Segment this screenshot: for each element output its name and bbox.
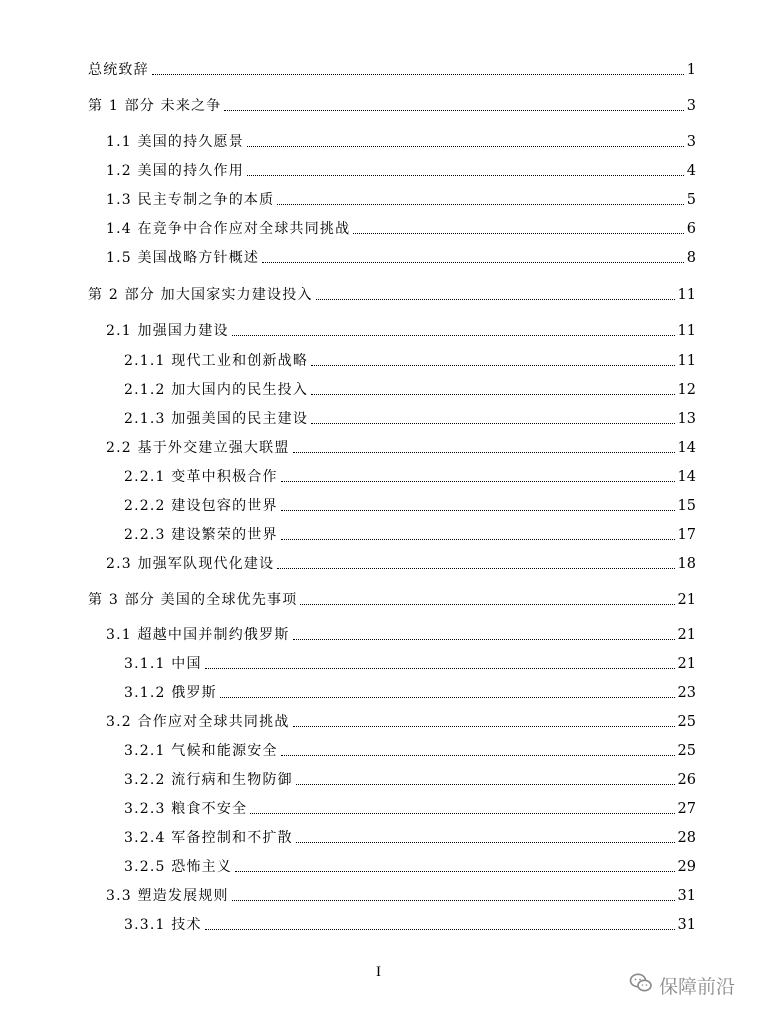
watermark-text: 保障前沿 — [658, 976, 735, 998]
toc-entry-page: 18 — [677, 556, 696, 572]
toc-dot-leader — [311, 365, 674, 366]
toc-dot-leader — [353, 233, 683, 234]
toc-entry-title: 2.2 基于外交建立强大联盟 — [106, 440, 290, 456]
toc-entry[interactable] — [0, 853, 696, 877]
toc-entry-page: 25 — [677, 743, 696, 759]
toc-entry[interactable] — [0, 492, 696, 516]
toc-entry-page: 3 — [686, 134, 696, 150]
toc-dot-leader — [296, 784, 675, 785]
toc-dot-leader — [281, 539, 675, 540]
toc-dot-leader — [296, 842, 675, 843]
toc-entry-title: 3.2.3 粮食不安全 — [124, 801, 248, 817]
toc-entry-title: 总统致辞 — [88, 62, 149, 78]
toc-entry-title: 2.1.1 现代工业和创新战略 — [124, 353, 309, 369]
toc-dot-leader — [205, 668, 675, 669]
toc-entry[interactable] — [0, 911, 696, 935]
toc-entry-title: 2.1.2 加大国内的民生投入 — [124, 382, 309, 398]
toc-entry-page: 27 — [677, 801, 696, 817]
toc-dot-leader — [277, 204, 683, 205]
toc-entry-page: 21 — [677, 627, 696, 643]
toc-entry-page: 11 — [677, 287, 696, 303]
toc-entry-page: 11 — [677, 323, 696, 339]
toc-entry[interactable] — [0, 824, 696, 848]
toc-dot-leader — [281, 510, 675, 511]
toc-dot-leader — [316, 299, 675, 300]
toc-dot-leader — [277, 568, 674, 569]
watermark — [629, 972, 735, 999]
toc-entry-page: 29 — [677, 859, 696, 875]
toc-entry-title: 2.2.3 建设繁荣的世界 — [124, 527, 278, 543]
page-number: I — [376, 964, 381, 980]
toc-entry[interactable] — [0, 766, 696, 790]
toc-entry[interactable] — [0, 347, 696, 371]
toc-entry-title: 3.3.1 技术 — [124, 917, 202, 933]
toc-entry[interactable] — [0, 550, 696, 574]
toc-entry-title: 3.2.2 流行病和生物防御 — [124, 772, 293, 788]
toc-entry[interactable] — [0, 281, 696, 305]
toc-entry[interactable] — [0, 463, 696, 487]
toc-entry[interactable] — [0, 317, 696, 341]
toc-entry-page: 14 — [677, 469, 696, 485]
toc-entry-page: 23 — [677, 685, 696, 701]
toc-entry-page: 28 — [677, 830, 696, 846]
toc-entry-page: 13 — [677, 411, 696, 427]
toc-dot-leader — [232, 335, 675, 336]
toc-entry[interactable] — [0, 92, 696, 116]
toc-entry-title: 3.1 超越中国并制约俄罗斯 — [106, 627, 290, 643]
toc-entry[interactable] — [0, 795, 696, 819]
toc-entry-page: 31 — [677, 888, 696, 904]
toc-entry-title: 2.1 加强国力建设 — [106, 323, 229, 339]
toc-entry[interactable] — [0, 434, 696, 458]
toc-entry-page: 1 — [686, 62, 696, 78]
toc-entry-page: 14 — [677, 440, 696, 456]
toc-entry[interactable] — [0, 128, 696, 152]
toc-entry-page: 11 — [677, 353, 696, 369]
toc-entry-title: 第 1 部分 未来之争 — [88, 98, 222, 114]
toc-entry-title: 1.3 民主专制之争的本质 — [106, 192, 275, 208]
toc-entry-page: 31 — [677, 917, 696, 933]
toc-entry[interactable] — [0, 621, 696, 645]
toc-entry-page: 21 — [677, 592, 696, 608]
toc-entry[interactable] — [0, 737, 696, 761]
toc-entry-page: 6 — [686, 221, 696, 237]
toc-entry-page: 4 — [686, 163, 696, 179]
toc-dot-leader — [152, 74, 684, 75]
toc-entry[interactable] — [0, 157, 696, 181]
toc-entry-page: 17 — [677, 527, 696, 543]
toc-entry[interactable] — [0, 405, 696, 429]
toc-entry[interactable] — [0, 586, 696, 610]
toc-entry[interactable] — [0, 215, 696, 239]
toc-dot-leader — [235, 871, 674, 872]
toc-entry-title: 3.2.4 军备控制和不扩散 — [124, 830, 293, 846]
toc-entry-title: 2.1.3 加强美国的民主建设 — [124, 411, 309, 427]
toc-dot-leader — [311, 423, 674, 424]
toc-entry-title: 1.5 美国战略方针概述 — [106, 250, 260, 266]
toc-dot-leader — [224, 110, 683, 111]
toc-entry-title: 1.2 美国的持久作用 — [106, 163, 244, 179]
toc-entry-title: 3.2 合作应对全球共同挑战 — [106, 714, 290, 730]
toc-entry-title: 2.2.2 建设包容的世界 — [124, 498, 278, 514]
toc-entry-page: 12 — [677, 382, 696, 398]
toc-entry[interactable] — [0, 882, 696, 906]
toc-dot-leader — [247, 175, 684, 176]
toc-entry[interactable] — [0, 679, 696, 703]
toc-entry-title: 1.4 在竞争中合作应对全球共同挑战 — [106, 221, 351, 237]
toc-entry-page: 26 — [677, 772, 696, 788]
toc-dot-leader — [300, 604, 674, 605]
toc-entry-page: 5 — [686, 192, 696, 208]
toc-entry-title: 3.2.1 气候和能源安全 — [124, 743, 278, 759]
toc-dot-leader — [247, 146, 684, 147]
toc-entry[interactable] — [0, 376, 696, 400]
toc-entry-title: 3.1.1 中国 — [124, 656, 202, 672]
toc-dot-leader — [293, 452, 675, 453]
toc-entry-page: 21 — [677, 656, 696, 672]
toc-dot-leader — [281, 755, 675, 756]
toc-entry[interactable] — [0, 244, 696, 268]
toc-entry-title: 1.1 美国的持久愿景 — [106, 134, 244, 150]
toc-dot-leader — [205, 929, 675, 930]
toc-dot-leader — [281, 481, 675, 482]
toc-entry-title: 3.2.5 恐怖主义 — [124, 859, 233, 875]
toc-dot-leader — [293, 726, 675, 727]
wechat-icon — [629, 972, 653, 999]
toc-entry-title: 2.2.1 变革中积极合作 — [124, 469, 278, 485]
toc-entry[interactable] — [0, 56, 696, 80]
toc-entry[interactable] — [0, 650, 696, 674]
toc-entry-title: 2.3 加强军队现代化建设 — [106, 556, 275, 572]
toc-dot-leader — [220, 697, 675, 698]
toc-dot-leader — [262, 262, 684, 263]
toc-entry-title: 第 3 部分 美国的全球优先事项 — [88, 592, 298, 608]
toc-entry-page: 15 — [677, 498, 696, 514]
toc-dot-leader — [232, 900, 675, 901]
toc-entry-page: 25 — [677, 714, 696, 730]
toc-entry[interactable] — [0, 521, 696, 545]
toc-dot-leader — [293, 639, 675, 640]
toc-entry-title: 3.1.2 俄罗斯 — [124, 685, 217, 701]
toc-entry-page: 3 — [686, 98, 696, 114]
toc-entry[interactable] — [0, 186, 696, 210]
toc-entry[interactable] — [0, 708, 696, 732]
toc-dot-leader — [311, 394, 674, 395]
toc-entry-title: 第 2 部分 加大国家实力建设投入 — [88, 287, 313, 303]
toc-entry-title: 3.3 塑造发展规则 — [106, 888, 229, 904]
toc-dot-leader — [250, 813, 674, 814]
toc-entry-page: 8 — [686, 250, 696, 266]
